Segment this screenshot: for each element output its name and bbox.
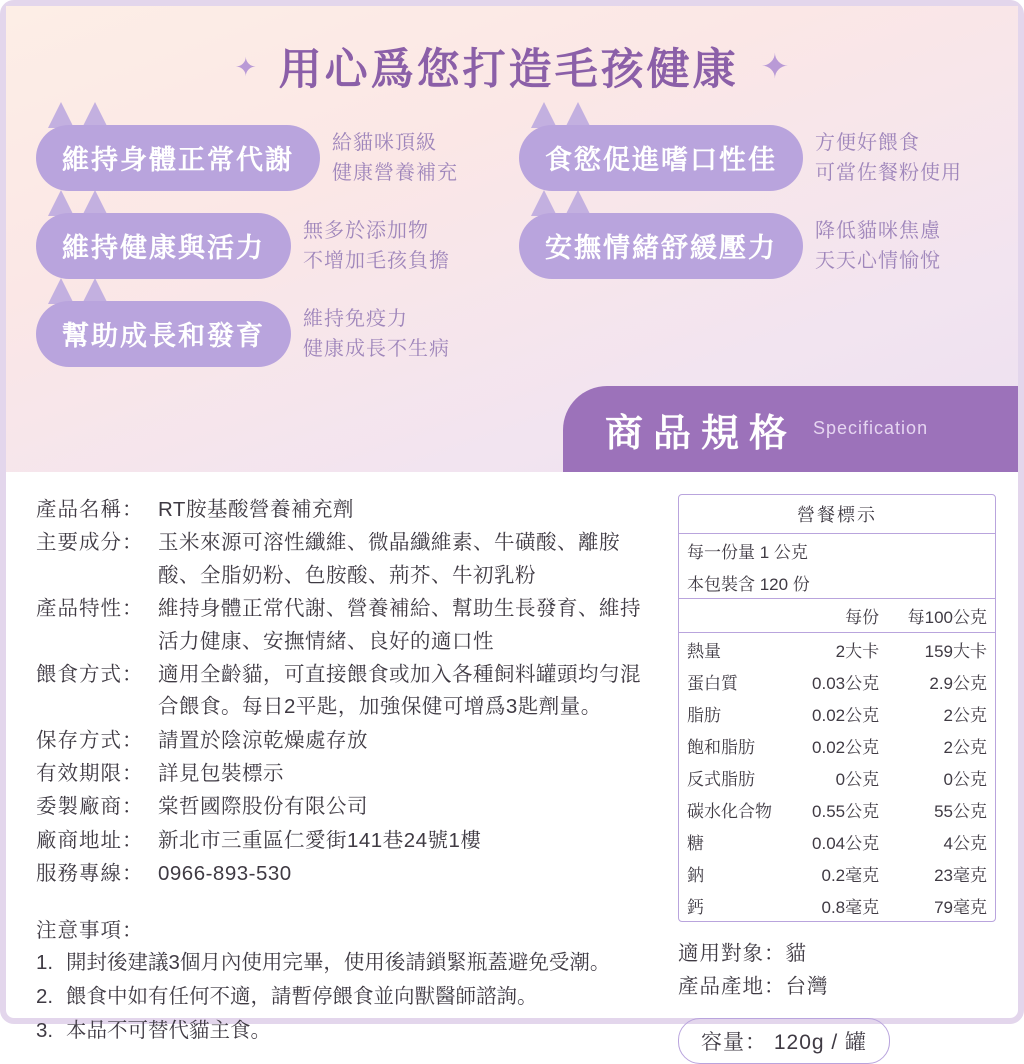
feature-subtext-line: 天天心情愉悅 <box>815 250 941 272</box>
product-info-row <box>36 593 656 658</box>
feature-item <box>519 125 988 191</box>
notice-item <box>36 947 656 979</box>
sparkle-icon: ✦ <box>234 51 257 82</box>
feature-pill-label: 食慾促進嗜口性佳 <box>519 125 803 191</box>
nutrient-name: 反式脂肪 <box>687 769 755 789</box>
feature-subtext-line: 健康成長不生病 <box>303 338 450 360</box>
feature-subtext <box>815 216 941 276</box>
nutrition-caption: 營餐標示 <box>679 495 995 534</box>
notice-number: 1. <box>36 950 54 974</box>
table-row <box>679 697 995 729</box>
serving-size: 每一份量 1 公克 <box>687 542 808 562</box>
feature-item <box>519 213 988 279</box>
feature-pill-wrap <box>36 125 320 191</box>
info-right-column <box>656 494 996 1054</box>
nutrient-per-serving: 0.2毫克 <box>821 865 880 885</box>
feature-subtext-line: 健康營養補充 <box>332 162 458 184</box>
nutrient-name: 碳水化合物 <box>687 801 772 821</box>
table-row <box>679 857 995 889</box>
feature-subtext-line: 降低貓咪焦慮 <box>815 220 941 242</box>
nutrient-per-100g: 79毫克 <box>934 897 987 917</box>
table-row <box>679 566 995 599</box>
nutrient-per-serving: 0.02公克 <box>812 737 880 757</box>
product-info-value: RT胺基酸營養補充劑 <box>158 498 354 521</box>
nutrient-name: 脂肪 <box>687 705 721 725</box>
product-info-list <box>36 494 656 891</box>
feature-subtext-line: 無多於添加物 <box>303 220 429 242</box>
table-row <box>679 665 995 697</box>
nutrient-per-100g: 0公克 <box>943 769 987 789</box>
info-area <box>6 472 1018 1054</box>
feature-subtext-line: 不增加毛孩負擔 <box>303 250 450 272</box>
nutrient-per-serving: 0.04公克 <box>812 833 880 853</box>
feature-pill-wrap <box>36 301 291 367</box>
product-info-value: 棠哲國際股份有限公司 <box>158 795 368 819</box>
product-info-label: 主要成分： <box>36 531 144 555</box>
nutrient-per-serving: 0.02公克 <box>812 705 880 725</box>
feature-subtext-line: 方便好餵食 <box>815 132 920 154</box>
feature-pill-wrap <box>519 213 803 279</box>
column-header-name <box>679 599 793 633</box>
product-info-label: 廠商地址： <box>36 828 144 852</box>
product-info-value: 新北市三重區仁愛街141巷24號1樓 <box>158 828 482 852</box>
product-info-label: 有效期限： <box>36 762 144 785</box>
product-info-value: 適用全齡貓，可直接餵食或加入各種飼料罐頭均勻混合餵食。每日2平匙，加強保健可增爲3匙劑量。 <box>158 662 641 719</box>
nutrient-name: 蛋白質 <box>687 673 738 693</box>
product-info-row <box>36 725 656 757</box>
product-info-label: 服務專線： <box>36 862 144 886</box>
nutrient-per-serving: 2大卡 <box>835 641 880 661</box>
product-info-row <box>36 494 656 526</box>
product-info-row <box>36 659 656 724</box>
table-row <box>679 633 995 666</box>
notice-text: 餵食中如有任何不適，請暫停餵食並向獸醫師諮詢。 <box>66 984 538 1008</box>
nutrient-name: 飽和脂肪 <box>687 737 755 757</box>
table-row <box>679 825 995 857</box>
table-row <box>679 793 995 825</box>
spec-banner <box>563 386 1018 472</box>
nutrient-name: 糖 <box>687 833 704 853</box>
nutrient-name: 熱量 <box>687 641 721 661</box>
spec-banner-title: 商品規格 <box>605 412 798 455</box>
product-origin: 產品產地：台灣 <box>678 974 829 998</box>
column-header-per-100g: 每100公克 <box>887 599 995 633</box>
product-info-value: 玉米來源可溶性纖維、微晶纖維素、牛磺酸、離胺酸、全脂奶粉、色胺酸、荊芥、牛初乳粉 <box>158 531 620 587</box>
product-info-label: 保存方式： <box>36 728 144 752</box>
feature-row <box>36 301 988 367</box>
feature-pill-wrap <box>36 213 291 279</box>
product-info-value: 維持身體正常代謝、營養補給、幫助生長發育、維持活力健康、安撫情緒、良好的適口性 <box>158 597 641 653</box>
nutrition-table <box>678 494 996 922</box>
nutrient-per-100g: 23毫克 <box>934 865 987 885</box>
notice-text: 本品不可替代貓主食。 <box>66 1019 271 1043</box>
product-info-label: 委製廠商： <box>36 795 144 819</box>
servings-per-container: 本包裝含 120 份 <box>679 566 995 599</box>
nutrient-per-serving: 0公克 <box>835 769 880 789</box>
notice-title: 注意事項： <box>36 918 144 942</box>
nutrient-per-100g: 2公克 <box>943 737 987 757</box>
spec-banner-subtitle: Specification <box>813 417 929 438</box>
feature-subtext-line: 維持免疫力 <box>303 308 408 330</box>
feature-pill-label: 幫助成長和發育 <box>36 301 291 367</box>
feature-item <box>36 213 505 279</box>
table-row <box>679 889 995 921</box>
nutrient-per-serving: 0.55公克 <box>812 801 880 821</box>
feature-subtext-line: 可當佐餐粉使用 <box>815 162 962 184</box>
nutrient-per-serving: 0.8毫克 <box>821 897 880 917</box>
table-row <box>679 729 995 761</box>
feature-row <box>36 213 988 279</box>
feature-pill-label: 維持身體正常代謝 <box>36 125 320 191</box>
feature-item <box>36 301 516 367</box>
column-header-per-serving: 每份 <box>793 599 887 633</box>
nutrient-per-serving: 0.03公克 <box>812 673 880 693</box>
feature-subtext-line: 給貓咪頂級 <box>332 132 437 154</box>
sparkle-icon: ✦ <box>760 47 790 86</box>
notice-text: 開封後建議3個月內使用完畢，使用後請鎖緊瓶蓋避免受潮。 <box>66 950 611 974</box>
feature-pill-wrap <box>519 125 803 191</box>
volume-badge: 容量： 120g / 罐 <box>678 1018 890 1064</box>
product-info-row <box>36 791 656 823</box>
product-info-label: 產品名稱： <box>36 498 144 521</box>
feature-grid <box>6 125 1018 367</box>
notice-item <box>36 981 656 1013</box>
nutrient-name: 鈣 <box>687 897 704 917</box>
notice-number: 2. <box>36 984 54 1008</box>
feature-row <box>36 125 988 191</box>
table-row <box>679 761 995 793</box>
notice-item <box>36 1015 656 1047</box>
feature-pill-label: 維持健康與活力 <box>36 213 291 279</box>
product-info-value: 0966-893-530 <box>158 862 292 886</box>
nutrient-per-100g: 2.9公克 <box>929 673 987 693</box>
product-info-row <box>36 527 656 592</box>
feature-item <box>36 125 505 191</box>
product-info-row <box>36 825 656 857</box>
promo-title: 用心爲您打造毛孩健康 <box>278 46 739 94</box>
nutrient-per-100g: 55公克 <box>934 801 987 821</box>
product-info-label: 餵食方式： <box>36 662 144 686</box>
feature-subtext <box>303 216 450 276</box>
feature-subtext <box>332 128 458 188</box>
feature-subtext <box>815 128 962 188</box>
notice-number: 3. <box>36 1019 54 1043</box>
nutrient-per-100g: 159大卡 <box>924 641 987 661</box>
product-info-row <box>36 758 656 790</box>
target-audience: 適用對象：貓 <box>678 942 807 965</box>
feature-subtext <box>303 304 450 364</box>
nutrient-per-100g: 4公克 <box>943 833 987 853</box>
table-header-row <box>679 599 995 633</box>
feature-pill-label: 安撫情緒舒緩壓力 <box>519 213 803 279</box>
product-info-value: 詳見包裝標示 <box>158 762 284 785</box>
nutrient-per-100g: 2公克 <box>943 705 987 725</box>
product-info-value: 請置於陰涼乾燥處存放 <box>158 728 368 752</box>
promo-panel <box>6 6 1018 472</box>
info-left-column <box>36 494 656 1043</box>
promo-title-row <box>6 6 1018 97</box>
nutrient-name: 鈉 <box>687 865 704 885</box>
table-row <box>679 534 995 566</box>
product-info-label: 產品特性： <box>36 597 144 621</box>
product-info-row <box>36 858 656 890</box>
